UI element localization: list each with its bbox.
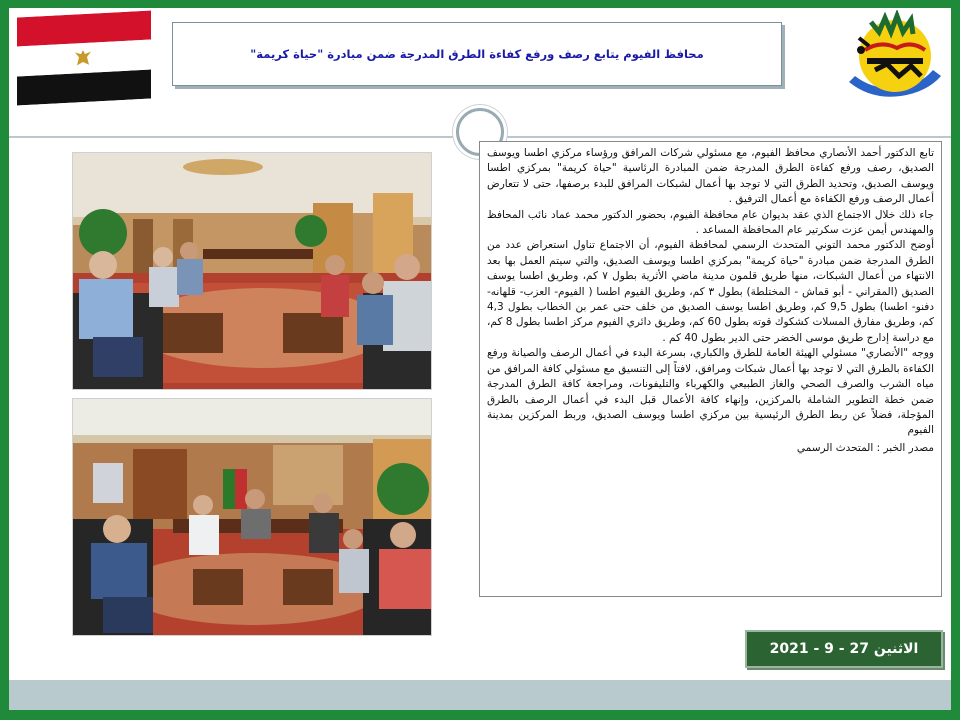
fayoum-governorate-logo	[841, 10, 945, 108]
date-badge	[745, 630, 943, 668]
article-text-box	[479, 141, 942, 597]
article-paragraph-4: ووجه "الأنصاري" مسئولي الهيئة العامة للطرق والكباري، بسرعة البدء في أعمال الرصف والصيانة ورفع الكفاءة بالطرق التي لا توجد بها أعمال شبكات ومرافق، لافتاً إلى التنسيق مع مسئولي كافة المرافق من مياه الشرب والصرف الصحي والغاز الطبيعي والكهرباء والتليفونات، ومراجعة كافة الطرق المدرجة ضمن خطة التطوير الشاملة بالمركزين، وإنهاء كافة الأعمال قبل البدء في أعمال الرصف بالطرق المؤجلة، فضلاً عن ربط الطرق الرئيسية بين مركزي اطسا ويوسف الصديق، وربط المركزين بمدينة الفيوم	[487, 347, 934, 437]
egypt-flag	[17, 10, 151, 105]
meeting-scene-1	[73, 153, 432, 390]
logo-emblem-icon	[841, 10, 945, 108]
date-text: الاثنين 27 - 9 - 2021	[769, 641, 919, 657]
page-frame	[9, 8, 951, 710]
article-paragraph-2: جاء ذلك خلال الاجتماع الذي عقد بديوان عام محافظة الفيوم، بحضور الدكتور محمد عماد نائب المحافظ والمهندس أيمن عزت سكرتير عام المحافظة المساعد .	[487, 208, 934, 237]
article-source: مصدر الخبر : المتحدث الرسمي	[796, 441, 934, 454]
meeting-photo-1	[72, 152, 432, 390]
article-paragraph-1: تابع الدكتور أحمد الأنصاري محافظ الفيوم، مع مسئولي شركات المرافق ورؤساء مركزي اطسا ويوسف الصديق، رصف ورفع كفاءة الطرق المدرجة ضمن المبادرة الرئاسية "حياة كريمة" بمركزي اطسا ويوسف الصديق، وتحديد الطرق التي لا توجد بها أعمال لشبكات المرافق للبدء برصفها، حتى لا تتعارض أعمال الرصف ورفع الكفاءة مع أعمال الترفيق .	[487, 147, 934, 206]
meeting-photo-2	[72, 398, 432, 636]
meeting-scene-2	[73, 399, 432, 636]
article-paragraph-3: أوضح الدكتور محمد التوني المتحدث الرسمي لمحافظة الفيوم، أن الاجتماع تناول استعراض عدد من الطرق المدرجة ضمن مبادرة "حياة كريمة" بمركزي اطسا ويوسف الصديق، والتي سيتم العمل بها بعد الانتهاء من أعمال الشبكات، منها طريق قلمون مدينة ماضي الأثرية بطول ٧ كم، وطريق اطسا يوسف الصديق (المقراني - أبو قماش - المختلطة) بطول ٣ كم، وطريق الفيوم اطسا ( الفيوم- العزب- قلهانه- دفنو- اطسا) بطول 9,5 كم، وطريق اطسا يوسف الصديق من خلف حتى عمر بن الخطاب بطول 4,3 كم، وطريق مفارق المسلات كشكوك قوته بطول 60 كم، وطريق دائري الفيوم مركز اطسا بطول 8 كم، مع دراسة إدارج طريق موسى الخضر حتى الدير بطول 40 كم .	[487, 239, 935, 344]
headline-box	[172, 22, 782, 86]
headline: محافظ الفيوم يتابع رصف ورفع كفاءة الطرق المدرجة ضمن مبادرة "حياة كريمة"	[250, 47, 704, 61]
eagle-icon	[71, 49, 95, 68]
footer-band	[9, 680, 951, 710]
